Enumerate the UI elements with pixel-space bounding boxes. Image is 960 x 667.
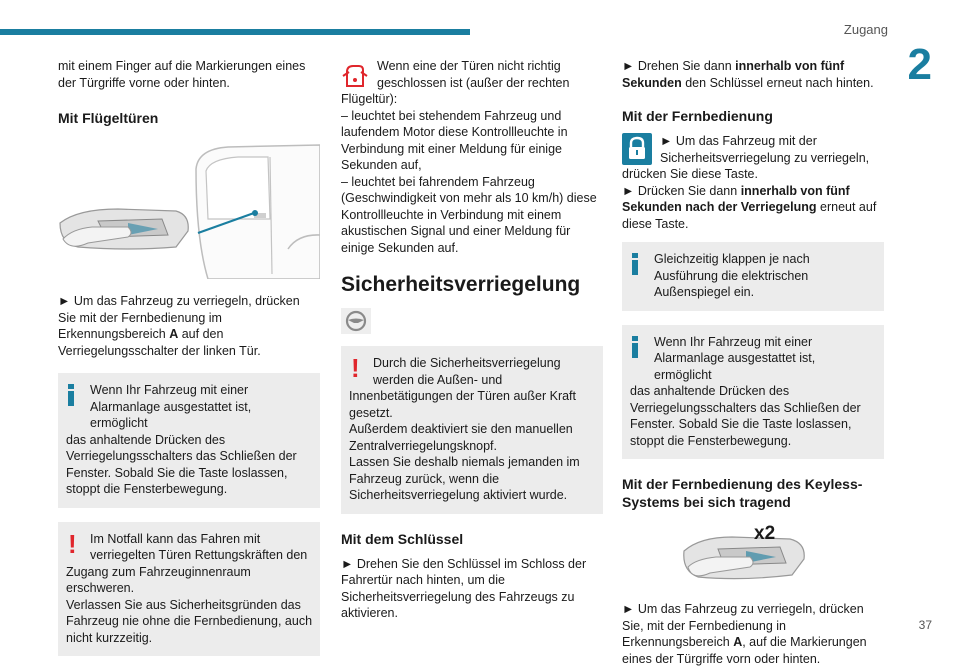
lock-button-icon: [622, 133, 652, 165]
door-handle-illustration: [622, 521, 884, 589]
keyless-instruction: ► Um das Fahrzeug zu verriegeln, drücken Sie, mit der Fernbedienung in Erkennungsbereich A, auf die Markierungen eines der Türgriffe vorn oder hinten.: [622, 602, 867, 666]
heading-fluegeltueren: Mit Flügeltüren: [58, 110, 159, 126]
heading-fernbedienung: Mit der Fernbedienung: [622, 108, 773, 124]
door-open-warning-icon: [341, 60, 369, 90]
info-box-alarm-remote: Wenn Ihr Fahrzeug mit einer Alarmanlage ausgestattet ist, ermöglicht das anhaltende Drücken des Verriegelungsschalters das Schließen der Fenster. Sobald Sie die Taste loslassen, stoppt die Fensterbewegung.: [622, 325, 884, 460]
info-icon: [632, 336, 638, 358]
info-icon: [632, 253, 638, 275]
key-second-turn: ► Drehen Sie dann innerhalb von fünf Sekunden den Schlüssel erneut nach hinten.: [622, 59, 874, 90]
van-rear-door-illustration: [58, 139, 320, 279]
column-right: [622, 58, 884, 667]
header-accent-bar: [0, 29, 470, 35]
section-title: Zugang: [843, 22, 888, 37]
warning-box-emergency: ! Im Notfall kann das Fahren mit verriegelten Türen Rettungskräften den Zugang zum Fahrzeuginnenraum erschweren. Verlassen Sie aus Sicherheitsgründen das Fahrzeug nie ohne die Fernbedienung, auch nicht kurzzeitig.: [58, 522, 320, 657]
column-left: [58, 58, 320, 656]
heading-keyless: Mit der Fernbedienung des Keyless-Systems bei sich tragend: [622, 476, 863, 510]
warning-icon: !: [68, 528, 77, 559]
door-open-alert: Wenn eine der Türen nicht richtig geschlossen ist (außer der rechten Flügeltür): – leuchtet bei stehendem Fahrzeug und laufendem Motor diese Kontrollleuchte in Verbindung mit einer Meldung für einige Sekunden auf, – leuchtet bei fahrendem Fahrzeug (Geschwindigkeit von mehr als 10 km/h) diese Kontrollleuchte in Verbindung mit einem akustischen Signal und einer Meldung für einige Sekunden auf.: [341, 59, 597, 255]
remote-second-press: ► Drücken Sie dann innerhalb von fünf Sekunden nach der Verriegelung erneut auf diese Taste.: [622, 183, 877, 231]
info-icon: [68, 384, 74, 406]
lock-instruction: ► Um das Fahrzeug zu verriegeln, drücken Sie mit der Fernbedienung im Erkennungsbereich A auf den Verriegelungsschalter der linken Tür.: [58, 294, 300, 358]
chapter-number: 2: [907, 40, 932, 89]
heading-schluessel: Mit dem Schlüssel: [341, 530, 464, 547]
info-box-alarm: Wenn Ihr Fahrzeug mit einer Alarmanlage ausgestattet ist, ermöglicht das anhaltende Drücken des Verriegelungsschalters das Schließen der Fenster. Sobald Sie die Taste loslassen, stoppt die Fensterbewegung.: [58, 373, 320, 508]
illustration-rear-doors: [58, 139, 320, 279]
intro-text: mit einem Finger auf die Markierungen eines der Türgriffe vorne oder hinten.: [58, 59, 306, 90]
x2-label: x2: [754, 523, 776, 544]
illustration-keyless-handle: [622, 521, 884, 589]
remote-deadlock-steps: ► Um das Fahrzeug mit der Sicherheitsverriegelung zu verriegeln, drücken Sie diese Taste. ► Drücken Sie dann innerhalb von fünf Sekunden nach der Verriegelung erneut auf diese Taste.: [622, 133, 884, 232]
page-number: 37: [918, 618, 932, 632]
title-sicherheitsverriegelung: Sicherheitsverriegelung: [341, 273, 581, 296]
steering-wheel-icon: [341, 308, 371, 334]
warning-box-deadlock: ! Durch die Sicherheitsverriegelung werden die Außen- und Innenbetätigungen der Türen außer Kraft gesetzt. Außerdem deaktiviert sie den manuellen Zentralverriegelungsknopf. Lassen Sie deshalb niemals jemanden im Fahrzeug zurück, wenn die Sicherheitsverriegelung aktiviert wurde.: [341, 346, 603, 514]
info-box-mirrors: Gleichzeitig klappen je nach Ausführung die elektrischen Außenspiegel ein.: [622, 242, 884, 311]
warning-icon: !: [351, 353, 360, 383]
key-instruction: ► Drehen Sie den Schlüssel im Schloss der Fahrertür nach hinten, um die Sicherheitsverriegelung des Fahrzeugs zu aktivieren.: [341, 556, 587, 620]
column-middle: [341, 58, 603, 622]
